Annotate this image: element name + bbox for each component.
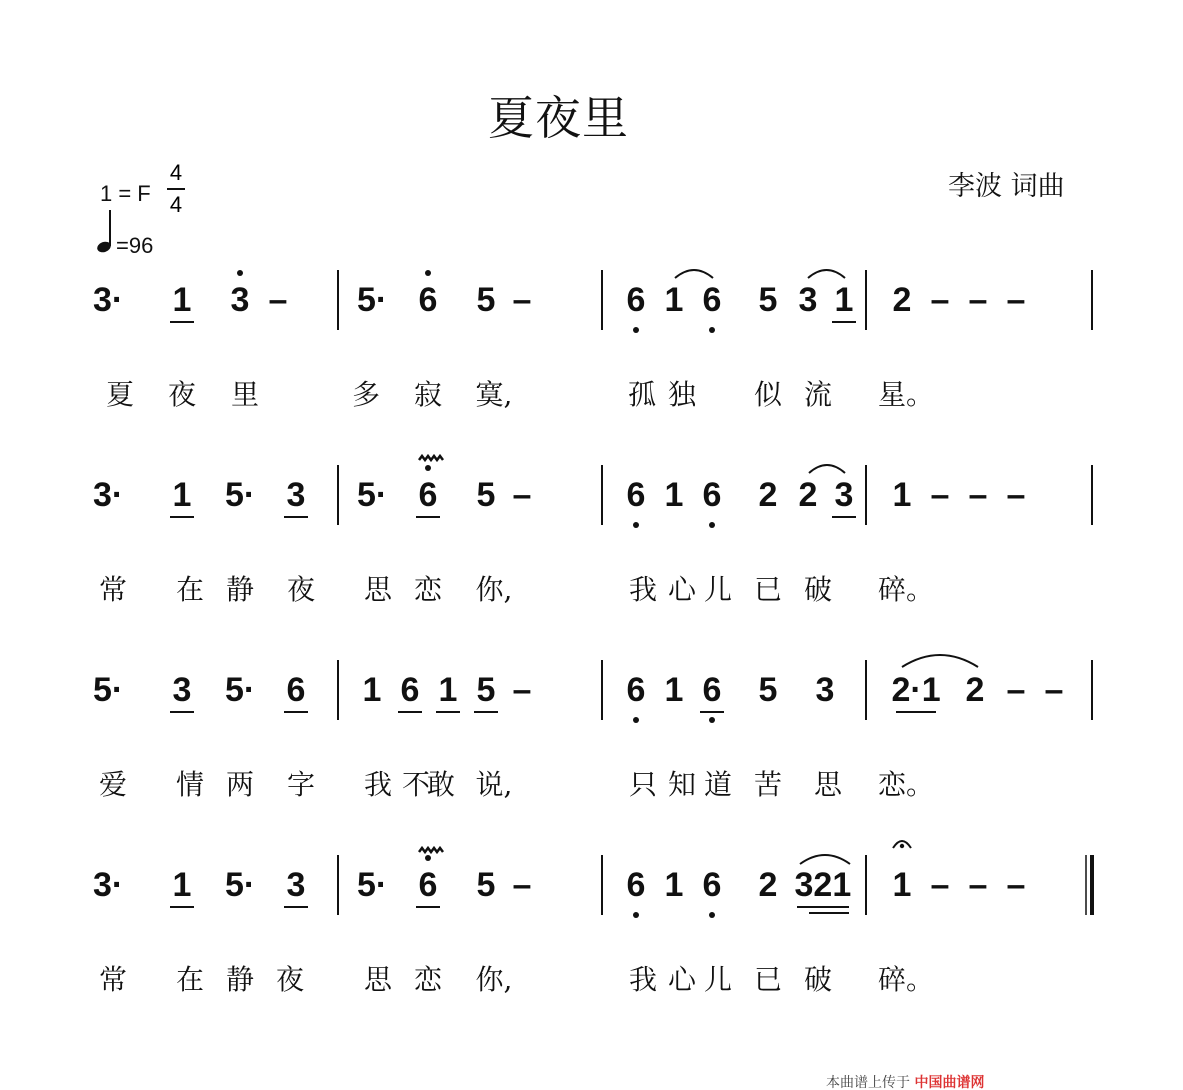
lyric-char: 在 — [176, 573, 205, 606]
key-signature: 1 = F — [100, 181, 151, 206]
trill-mark — [419, 456, 443, 460]
note: – — [512, 670, 532, 709]
lyric-char: 儿 — [704, 573, 733, 606]
lyric-char: 说, — [475, 768, 513, 801]
note: – — [268, 280, 288, 319]
octave-dot-below — [709, 717, 715, 723]
note: 1 — [892, 475, 912, 514]
lyric-char: 你, — [475, 963, 513, 996]
note: 5 — [476, 475, 496, 514]
slur — [809, 465, 845, 473]
note: 5· — [93, 670, 124, 709]
note: – — [1006, 865, 1026, 904]
note: 5 — [476, 280, 496, 319]
lyric-char: 只 — [629, 768, 658, 801]
note: 6 — [702, 280, 722, 319]
song-title: 夏夜里 — [488, 91, 629, 145]
note: 321 — [794, 865, 852, 904]
lyric-char: 寂 — [414, 378, 443, 411]
octave-dot-below — [633, 327, 639, 333]
slur — [800, 855, 850, 864]
note: 5· — [357, 280, 388, 319]
note: 3 — [286, 475, 306, 514]
lyric-char: 碎。 — [878, 573, 935, 606]
note: – — [930, 475, 950, 514]
note: – — [512, 280, 532, 319]
note: – — [968, 280, 988, 319]
note: 1 — [172, 475, 192, 514]
lyric-char: 流 — [804, 378, 833, 411]
lyric-char: 知 — [668, 768, 697, 801]
note: 6 — [702, 865, 722, 904]
note: – — [512, 475, 532, 514]
note: 1 — [172, 280, 192, 319]
note: 5· — [225, 475, 256, 514]
lyric-char: 独 — [668, 378, 697, 411]
lyric-char: 夏 — [106, 378, 135, 411]
watermark-brand: 中国曲谱网 — [914, 1075, 985, 1090]
note: 1 — [438, 670, 458, 709]
lyric-char: 已 — [754, 573, 783, 606]
lyric-char: 破 — [804, 963, 833, 996]
lyric-char: 恋。 — [878, 768, 935, 801]
lyric-char: 恋 — [414, 963, 443, 996]
note: 2 — [892, 280, 912, 319]
note: 5 — [758, 280, 778, 319]
note: 5· — [357, 475, 388, 514]
note: 1 — [664, 280, 684, 319]
lyric-char: 心 — [668, 573, 697, 606]
note: 6 — [418, 475, 438, 514]
octave-dot-below — [633, 717, 639, 723]
octave-dot-below — [709, 912, 715, 918]
note: 5· — [225, 865, 256, 904]
lyric-char: 似 — [754, 378, 783, 411]
composer-credit: 李波 词曲 — [948, 171, 1065, 202]
note: 1 — [892, 865, 912, 904]
note: 3 — [172, 670, 192, 709]
note: 1 — [664, 670, 684, 709]
site-watermark — [826, 1072, 984, 1090]
lyric-char: 两 — [226, 768, 255, 801]
lyric-char: 不 — [402, 768, 431, 801]
note: 6 — [418, 280, 438, 319]
note: 6 — [626, 865, 646, 904]
note: 1 — [362, 670, 382, 709]
note: 2 — [798, 475, 818, 514]
octave-dot-below — [633, 912, 639, 918]
note: – — [1006, 670, 1026, 709]
lyric-char: 我 — [629, 573, 658, 606]
note: 6 — [286, 670, 306, 709]
lyric-char: 爱 — [99, 768, 128, 801]
note: 5 — [476, 865, 496, 904]
lyric-char: 道 — [704, 768, 733, 801]
lyric-char: 里 — [231, 378, 260, 411]
lyric-char: 心 — [668, 963, 697, 996]
slur — [675, 270, 713, 278]
note: 2·1 — [891, 670, 941, 709]
slur — [902, 655, 978, 667]
note: – — [968, 865, 988, 904]
octave-dot-above — [425, 270, 431, 276]
octave-dot-below — [709, 522, 715, 528]
lyric-char: 夜 — [276, 963, 305, 996]
note: 3 — [230, 280, 250, 319]
lyric-char: 常 — [99, 573, 128, 606]
note: 6 — [626, 475, 646, 514]
note: 3· — [93, 280, 124, 319]
note: – — [1006, 280, 1026, 319]
lyric-char: 你, — [475, 573, 513, 606]
note: 2 — [758, 475, 778, 514]
note: 5· — [225, 670, 256, 709]
note: 2 — [758, 865, 778, 904]
note: 2 — [965, 670, 985, 709]
note: 1 — [664, 475, 684, 514]
lyric-char: 苦 — [754, 768, 783, 801]
note: 1 — [834, 280, 854, 319]
note: 1 — [172, 865, 192, 904]
octave-dot-below — [709, 327, 715, 333]
note: 5· — [357, 865, 388, 904]
lyric-char: 夜 — [168, 378, 197, 411]
note: 6 — [418, 865, 438, 904]
note: 3· — [93, 475, 124, 514]
lyric-char: 静 — [226, 963, 255, 996]
lyric-char: 静 — [226, 573, 255, 606]
note: 6 — [702, 670, 722, 709]
watermark-prefix: 本曲谱上传于 — [826, 1075, 910, 1090]
lyric-char: 字 — [287, 768, 316, 801]
lyric-char: 已 — [754, 963, 783, 996]
lyric-char: 常 — [99, 963, 128, 996]
octave-dot-below — [633, 522, 639, 528]
octave-dot-above — [425, 855, 431, 861]
note: – — [930, 865, 950, 904]
lyric-char: 破 — [804, 573, 833, 606]
note: – — [968, 475, 988, 514]
note: – — [1044, 670, 1064, 709]
lyric-char: 我 — [364, 768, 393, 801]
note: 6 — [626, 670, 646, 709]
note: 5 — [758, 670, 778, 709]
note: 1 — [664, 865, 684, 904]
note: 6 — [702, 475, 722, 514]
lyric-char: 多 — [352, 378, 381, 411]
note: – — [930, 280, 950, 319]
note: – — [512, 865, 532, 904]
lyric-char: 思 — [364, 963, 393, 996]
note: 3 — [834, 475, 854, 514]
lyric-char: 碎。 — [878, 963, 935, 996]
note: – — [1006, 475, 1026, 514]
octave-dot-above — [237, 270, 243, 276]
lyric-char: 思 — [814, 768, 843, 801]
lyric-char: 星。 — [878, 378, 935, 411]
fermata-dot — [900, 844, 904, 848]
lyric-char: 思 — [364, 573, 393, 606]
lyric-char: 寞, — [475, 378, 513, 411]
time-signature-top: 4 — [169, 160, 183, 185]
lyric-char: 敢 — [427, 768, 456, 801]
note: 5 — [476, 670, 496, 709]
note: 3 — [798, 280, 818, 319]
trill-mark — [419, 848, 443, 852]
note: 6 — [400, 670, 420, 709]
lyric-char: 孤 — [628, 378, 657, 411]
note: 3 — [815, 670, 835, 709]
note: 3· — [93, 865, 124, 904]
note: 3 — [286, 865, 306, 904]
lyric-char: 儿 — [704, 963, 733, 996]
octave-dot-above — [425, 465, 431, 471]
lyric-char: 恋 — [414, 573, 443, 606]
lyric-char: 情 — [176, 768, 205, 801]
note: 6 — [626, 280, 646, 319]
lyric-char: 夜 — [287, 573, 316, 606]
lyric-char: 在 — [176, 963, 205, 996]
lyric-char: 我 — [629, 963, 658, 996]
tempo-marking: =96 — [116, 233, 154, 258]
slur — [808, 270, 845, 278]
time-signature-bottom: 4 — [169, 192, 183, 217]
